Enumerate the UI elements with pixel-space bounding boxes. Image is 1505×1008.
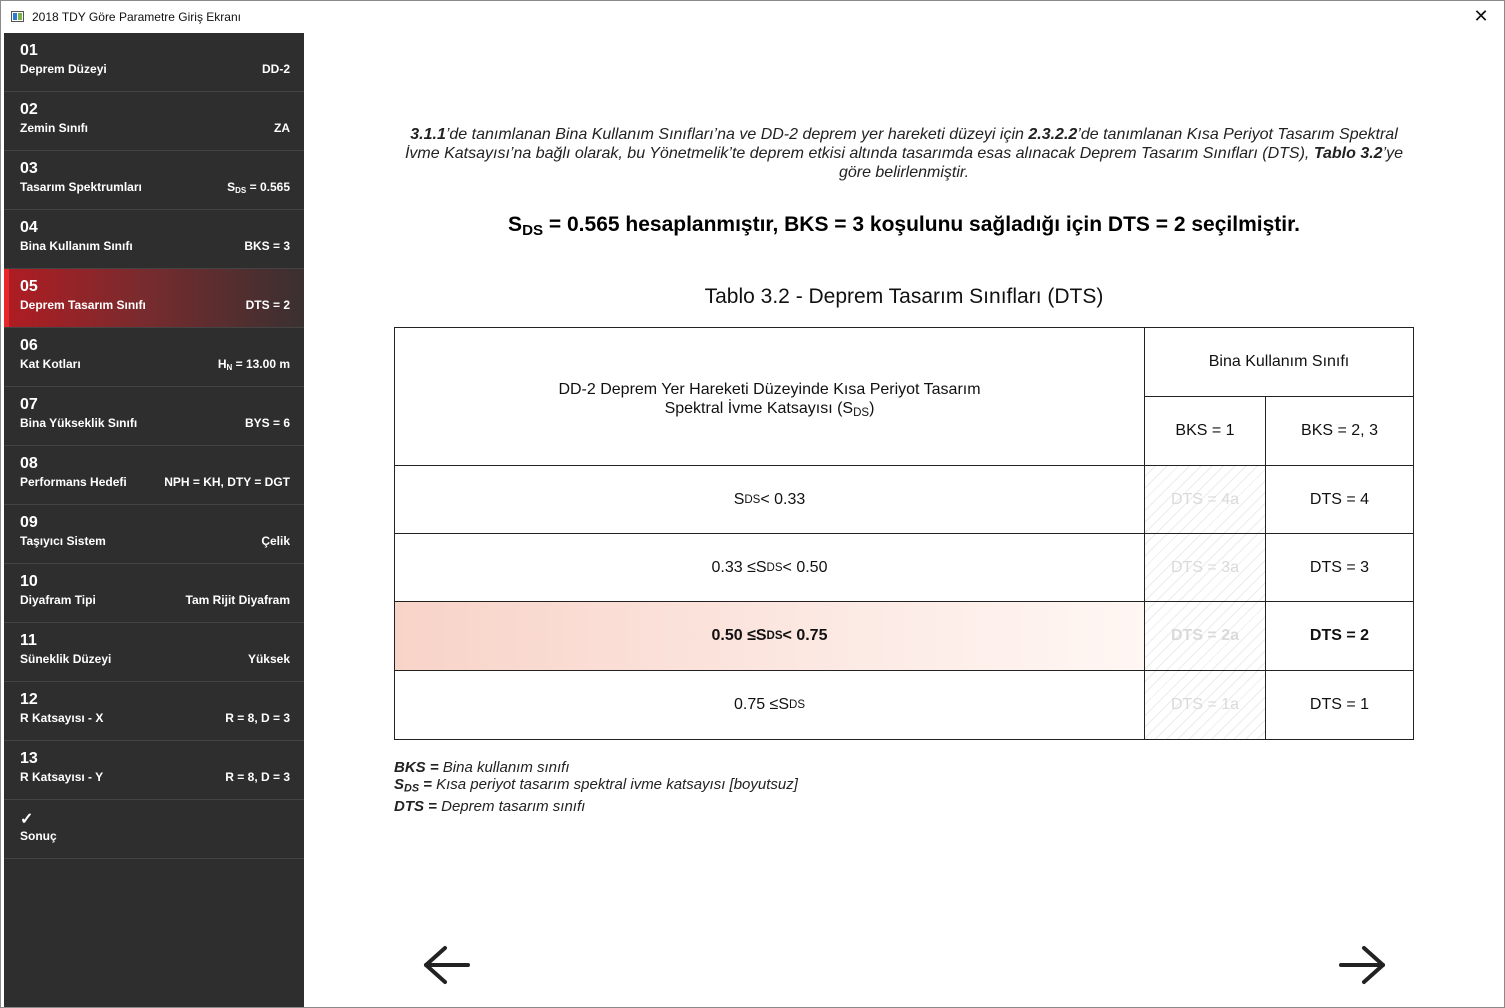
sidebar-item-value: ZA <box>274 121 290 135</box>
cell-bks23: DTS = 1 <box>1309 696 1370 713</box>
row-sds-range <box>395 671 1144 739</box>
cell-text: DTS = 2a <box>1170 627 1240 644</box>
sidebar-item-label: Deprem Düzeyi <box>20 62 107 76</box>
sidebar-item-value: BYS = 6 <box>244 416 290 430</box>
sidebar-item-number: 01 <box>20 42 38 59</box>
sidebar-item-value: R = 8, D = 3 <box>225 770 290 784</box>
sidebar-item-tasiyici-sistem[interactable] <box>4 505 304 564</box>
result-headline <box>399 213 1409 239</box>
header-text: ) <box>869 400 875 418</box>
value-symbol: H <box>217 357 227 371</box>
sidebar-item-zemin-sinifi[interactable] <box>4 92 304 151</box>
cell-bks23: DTS = 4 <box>1309 491 1370 508</box>
legend-dts <box>394 798 798 815</box>
header-line: DD-2 Deprem Yer Hareketi Düzeyinde Kısa Periyot Tasarım <box>558 381 981 399</box>
cell-text: S <box>733 491 745 508</box>
header-subscript: DS <box>853 406 870 419</box>
header-bks-2-3: BKS = 2, 3 <box>1301 422 1378 439</box>
intro-text: ’de tanımlanan Bina Kullanım Sınıfları’na ve DD-2 deprem yer hareketi düzeyi için <box>445 126 1029 143</box>
main-content <box>304 33 1504 1008</box>
sidebar-item-r-katsayisi-y[interactable] <box>4 741 304 800</box>
row-sds-range <box>395 466 1144 534</box>
legend-definition: Kısa periyot tasarım spektral ivme katsayısı [boyutsuz] <box>431 776 798 793</box>
headline-symbol: S <box>508 213 523 236</box>
value-rest: = 0.565 <box>246 180 290 194</box>
legend-term: BKS = <box>394 759 439 776</box>
sidebar-item-label: Süneklik Düzeyi <box>20 652 112 666</box>
table-divider <box>1265 396 1266 739</box>
arrow-right-icon <box>1336 943 1388 987</box>
cell-text: DTS = 4a <box>1170 491 1240 508</box>
legend-definition: Deprem tasarım sınıfı <box>436 797 586 815</box>
legend-subscript: DS <box>404 782 420 795</box>
cell-bks1-disabled <box>1145 602 1265 670</box>
cell-bks23-selected: DTS = 2 <box>1309 627 1370 644</box>
dts-table <box>394 327 1414 740</box>
sidebar-item-number: 04 <box>20 219 38 236</box>
cell-text: S <box>755 627 767 644</box>
sidebar-item-label: R Katsayısı - Y <box>20 770 104 784</box>
cell-text: 0.75 ≤ <box>733 696 779 713</box>
header-bks-1: BKS = 1 <box>1175 422 1235 439</box>
cell-subscript: DS <box>789 699 806 711</box>
legend-term: = <box>419 776 432 793</box>
headline-subscript: DS <box>522 221 544 239</box>
sidebar-item-label: Bina Kullanım Sınıfı <box>20 239 133 253</box>
sidebar-item-value: R = 8, D = 3 <box>225 711 290 725</box>
cell-subscript: DS <box>744 494 761 506</box>
legend <box>394 759 798 815</box>
header-bina-kullanim-sinifi: Bina Kullanım Sınıfı <box>1208 353 1350 370</box>
sidebar-item-value: BKS = 3 <box>244 239 290 253</box>
value-rest: = 13.00 m <box>232 357 290 371</box>
cell-bks1-disabled <box>1145 466 1265 534</box>
sidebar-item-value <box>227 180 290 195</box>
sidebar-item-value: DTS = 2 <box>245 298 290 312</box>
sidebar-item-tasarim-spektrumlari[interactable] <box>4 151 304 210</box>
value-subscript: DS <box>235 186 247 195</box>
sidebar-item-suneklik-duzeyi[interactable] <box>4 623 304 682</box>
sidebar-item-r-katsayisi-x[interactable] <box>4 682 304 741</box>
sidebar-item-number: 07 <box>20 396 38 413</box>
cell-bks1-disabled <box>1145 534 1265 602</box>
sidebar-item-label: Sonuç <box>20 829 57 843</box>
sidebar-item-number: 11 <box>20 632 37 649</box>
arrow-left-icon <box>421 943 473 987</box>
cell-text: S <box>755 559 767 576</box>
legend-definition: Bina kullanım sınıfı <box>438 759 570 776</box>
intro-text: ’ye göre belirlenmiştir. <box>838 145 1404 181</box>
sidebar-item-deprem-tasarim-sinifi[interactable] <box>4 269 304 328</box>
sidebar-item-label: R Katsayısı - X <box>20 711 104 725</box>
sidebar-item-number: 02 <box>20 101 38 118</box>
cell-bks23: DTS = 3 <box>1309 559 1370 576</box>
sidebar-item-diyafram-tipi[interactable] <box>4 564 304 623</box>
cell-bks1-disabled <box>1145 671 1265 739</box>
intro-reference: 3.1.1 <box>410 126 446 143</box>
title-bar <box>1 1 1504 32</box>
window-title: 2018 TDY Göre Parametre Giriş Ekranı <box>32 10 241 24</box>
table-divider <box>395 465 1413 466</box>
headline-text: = 0.565 hesaplanmıştır, BKS = 3 koşulunu sağladığı için DTS = 2 seçilmiştir. <box>543 213 1300 236</box>
header-sds-range <box>395 328 1144 465</box>
cell-text: 0.50 ≤ <box>711 627 756 644</box>
sidebar-item-number: 06 <box>20 337 38 354</box>
back-button[interactable] <box>421 943 473 987</box>
cell-text: S <box>778 696 790 713</box>
sidebar-item-value <box>218 357 290 372</box>
sidebar-item-number: 09 <box>20 514 38 531</box>
legend-bks <box>394 759 798 776</box>
sidebar-item-sonuc[interactable] <box>4 800 304 859</box>
cell-text: < 0.50 <box>782 559 828 576</box>
cell-subscript: DS <box>766 562 783 574</box>
header-line <box>665 399 875 423</box>
sidebar <box>4 33 304 1008</box>
app-icon <box>11 11 24 22</box>
table-divider <box>395 601 1413 602</box>
legend-term: DTS = <box>394 797 437 815</box>
next-button[interactable] <box>1336 943 1388 987</box>
sidebar-item-value: Yüksek <box>247 652 290 666</box>
legend-term: S <box>394 776 405 793</box>
sidebar-item-label: Performans Hedefi <box>20 475 127 489</box>
cell-text: < 0.33 <box>760 491 806 508</box>
sidebar-item-deprem-duzeyi[interactable] <box>4 33 304 92</box>
cell-text: DTS = 1a <box>1170 696 1240 713</box>
table-title: Tablo 3.2 - Deprem Tasarım Sınıfları (DTS) <box>704 285 1104 308</box>
sidebar-item-value: Çelik <box>261 534 290 548</box>
sidebar-item-number: 12 <box>20 691 38 708</box>
cell-text: < 0.75 <box>782 627 828 644</box>
sidebar-item-value: Tam Rijit Diyafram <box>185 593 290 607</box>
cell-text: 0.33 ≤ <box>711 559 756 576</box>
sidebar-item-bina-kullanim-sinifi[interactable] <box>4 210 304 269</box>
sidebar-item-number: 05 <box>20 278 38 295</box>
cell-text: DTS = 3a <box>1170 559 1240 576</box>
sidebar-item-label: Bina Yükseklik Sınıfı <box>20 416 138 430</box>
cell-subscript: DS <box>766 630 783 642</box>
sidebar-item-number: 08 <box>20 455 38 472</box>
intro-text: ’de tanımlanan Kısa Periyot Tasarım Spektral İvme Katsayısı’na bağlı olarak, bu Yönetmelik’te deprem etkisi altında tasarımda esas alınacak Deprem Tasarım Sınıfları (DTS), <box>404 126 1398 162</box>
sidebar-item-performans-hedefi[interactable] <box>4 446 304 505</box>
sidebar-item-kat-kotlari[interactable] <box>4 328 304 387</box>
close-button[interactable]: ✕ <box>1473 6 1489 26</box>
sidebar-item-label: Tasarım Spektrumları <box>20 180 142 194</box>
sidebar-item-value: NPH = KH, DTY = DGT <box>164 475 290 489</box>
row-sds-range-selected <box>395 602 1144 670</box>
sidebar-item-bina-yukseklik-sinifi[interactable] <box>4 387 304 446</box>
intro-reference: Tablo 3.2 <box>1313 145 1383 162</box>
table-divider <box>395 670 1413 671</box>
sidebar-item-number: 10 <box>20 573 38 590</box>
value-subscript: N <box>226 363 233 372</box>
intro-reference: 2.3.2.2 <box>1028 126 1078 143</box>
table-divider <box>395 533 1413 534</box>
sidebar-item-label: Kat Kotları <box>20 357 81 371</box>
table-divider <box>1144 396 1413 397</box>
sidebar-item-label: Diyafram Tipi <box>20 593 96 607</box>
sidebar-item-number: 03 <box>20 160 38 177</box>
sidebar-item-value: DD-2 <box>261 62 290 76</box>
value-symbol: S <box>227 180 236 194</box>
checkmark-icon: ✓ <box>20 811 34 828</box>
sidebar-item-number: 13 <box>20 750 38 767</box>
sidebar-item-label: Taşıyıcı Sistem <box>20 534 106 548</box>
intro-paragraph <box>399 125 1409 182</box>
legend-sds <box>394 776 798 798</box>
header-text: Spektral İvme Katsayısı (S <box>664 400 854 418</box>
sidebar-item-label: Zemin Sınıfı <box>20 121 89 135</box>
sidebar-item-label: Deprem Tasarım Sınıfı <box>20 298 146 312</box>
row-sds-range <box>395 534 1144 602</box>
